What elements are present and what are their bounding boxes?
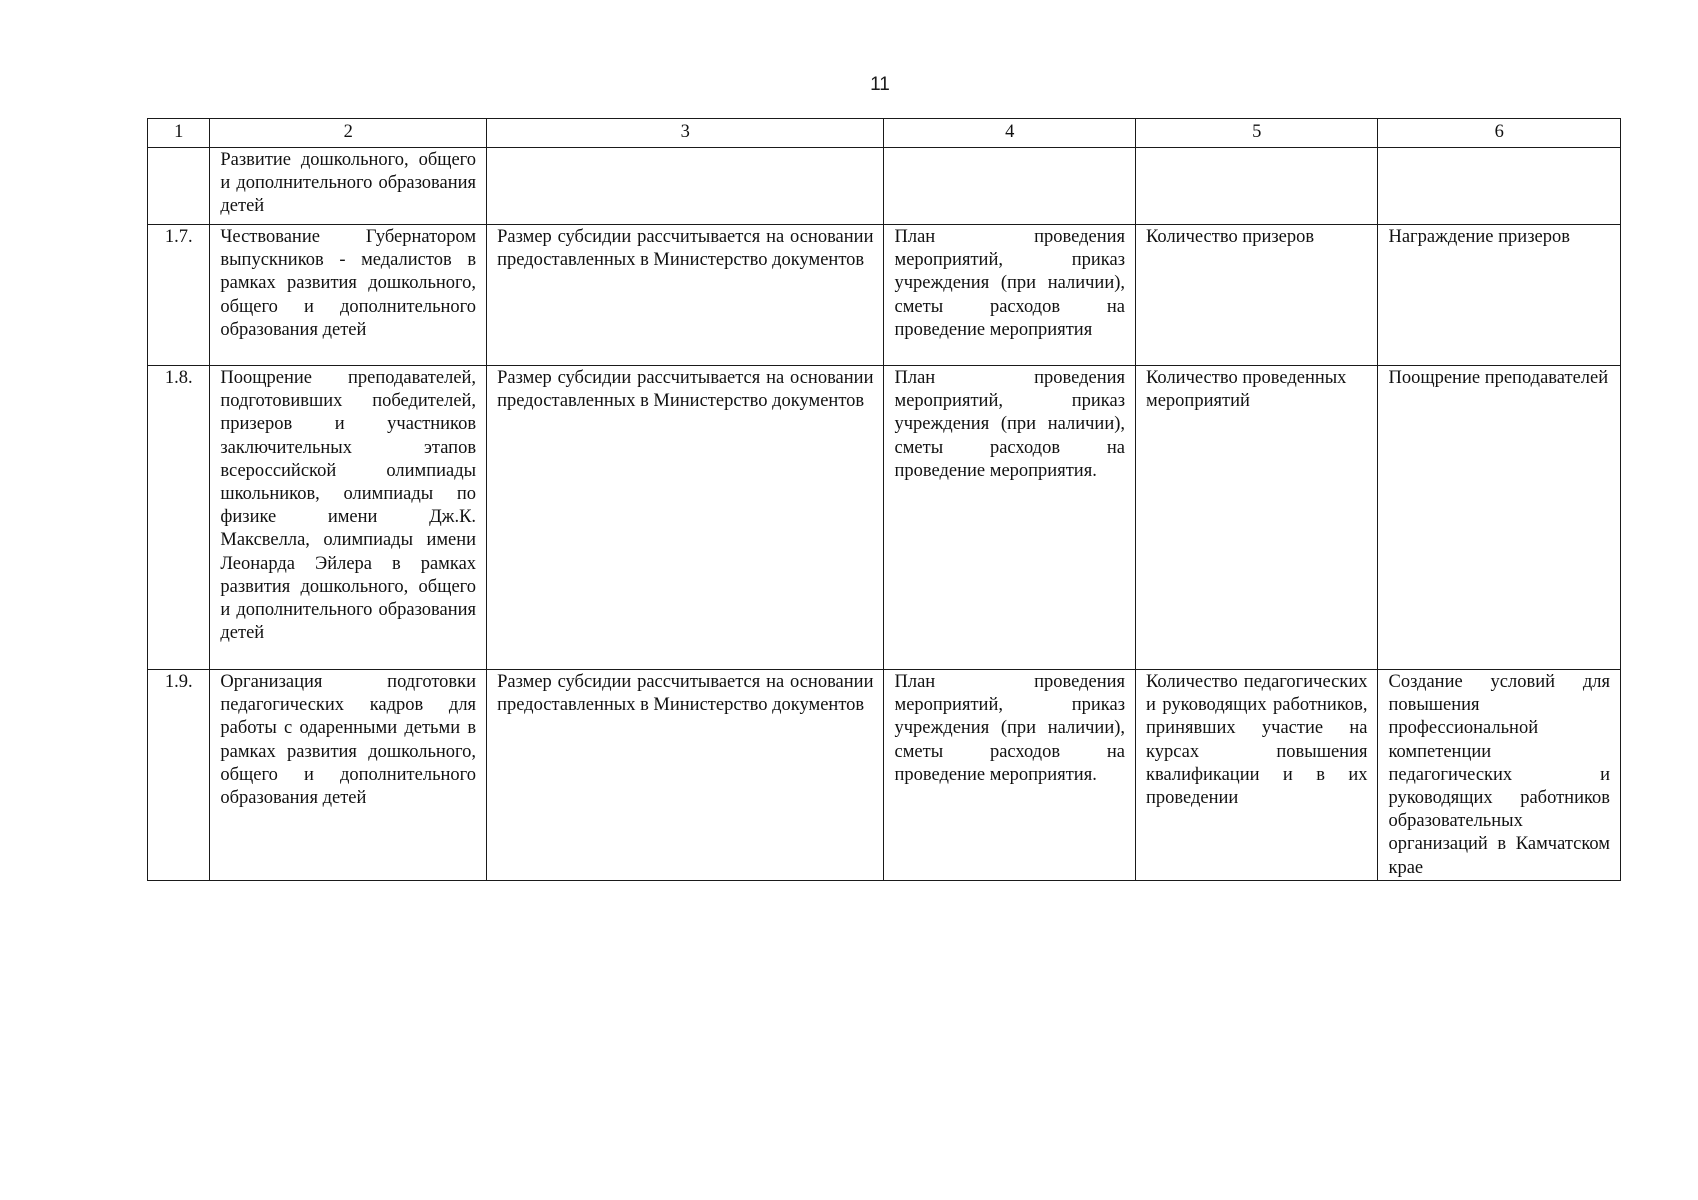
- table-row: [148, 366, 1621, 670]
- activity-cell: Чествование Губернатором выпускников - медалистов в рамках развития дошкольного, общего и дополнительного образования детей: [210, 225, 487, 366]
- result-cell: Награждение призеров: [1378, 225, 1621, 366]
- page-number: 11: [870, 74, 890, 95]
- subsidy-cell: Размер субсидии рассчитывается на основании предоставленных в Министерство документов: [487, 225, 884, 366]
- result-cell: Создание условий для повышения профессиональной компетенции педагогических и руководящих работников образовательных организаций в Камчатском крае: [1378, 670, 1621, 881]
- documents-cell: План проведения мероприятий, приказ учреждения (при наличии), сметы расходов на проведение мероприятия: [884, 225, 1136, 366]
- column-number-1: 1: [148, 119, 210, 148]
- indicator-cell: Количество проведенных мероприятий: [1136, 366, 1378, 670]
- column-number-6: 6: [1378, 119, 1621, 148]
- indicator-cell: Количество педагогических и руководящих работников, принявших участие на курсах повышения квалификации и в их проведении: [1136, 670, 1378, 881]
- result-cell: Поощрение преподавателей: [1378, 366, 1621, 670]
- row-number: 1.7.: [148, 225, 210, 366]
- column-number-5: 5: [1136, 119, 1378, 148]
- activity-cell: Организация подготовки педагогических кадров для работы с одаренными детьми в рамках развития дошкольного, общего и дополнительного образования детей: [210, 670, 487, 881]
- column-number-4: 4: [884, 119, 1136, 148]
- section-title-row: [148, 148, 1621, 225]
- section-number-cell: [148, 148, 210, 225]
- section-title: Развитие дошкольного, общего и дополнительного образования детей: [210, 148, 487, 225]
- activity-cell: Поощрение преподавателей, подготовивших победителей, призеров и участников заключительных этапов всероссийской олимпиады школьников, олимпиады по физике имени Дж.К. Максвелла, олимпиады имени Леонарда Эйлера в рамках развития дошкольного, общего и дополнительного образования детей: [210, 366, 487, 670]
- empty-cell: [1136, 148, 1378, 225]
- column-number-2: 2: [210, 119, 487, 148]
- table-header-row: [148, 119, 1621, 148]
- documents-cell: План проведения мероприятий, приказ учреждения (при наличии), сметы расходов на проведение мероприятия.: [884, 366, 1136, 670]
- table-row: [148, 225, 1621, 366]
- documents-cell: План проведения мероприятий, приказ учреждения (при наличии), сметы расходов на проведение мероприятия.: [884, 670, 1136, 881]
- subsidy-cell: Размер субсидии рассчитывается на основании предоставленных в Министерство документов: [487, 670, 884, 881]
- data-table: [147, 118, 1621, 881]
- empty-cell: [884, 148, 1136, 225]
- row-number: 1.9.: [148, 670, 210, 881]
- row-number: 1.8.: [148, 366, 210, 670]
- subsidy-cell: Размер субсидии рассчитывается на основании предоставленных в Министерство документов: [487, 366, 884, 670]
- empty-cell: [487, 148, 884, 225]
- table-row: [148, 670, 1621, 881]
- column-number-3: 3: [487, 119, 884, 148]
- empty-cell: [1378, 148, 1621, 225]
- indicator-cell: Количество призеров: [1136, 225, 1378, 366]
